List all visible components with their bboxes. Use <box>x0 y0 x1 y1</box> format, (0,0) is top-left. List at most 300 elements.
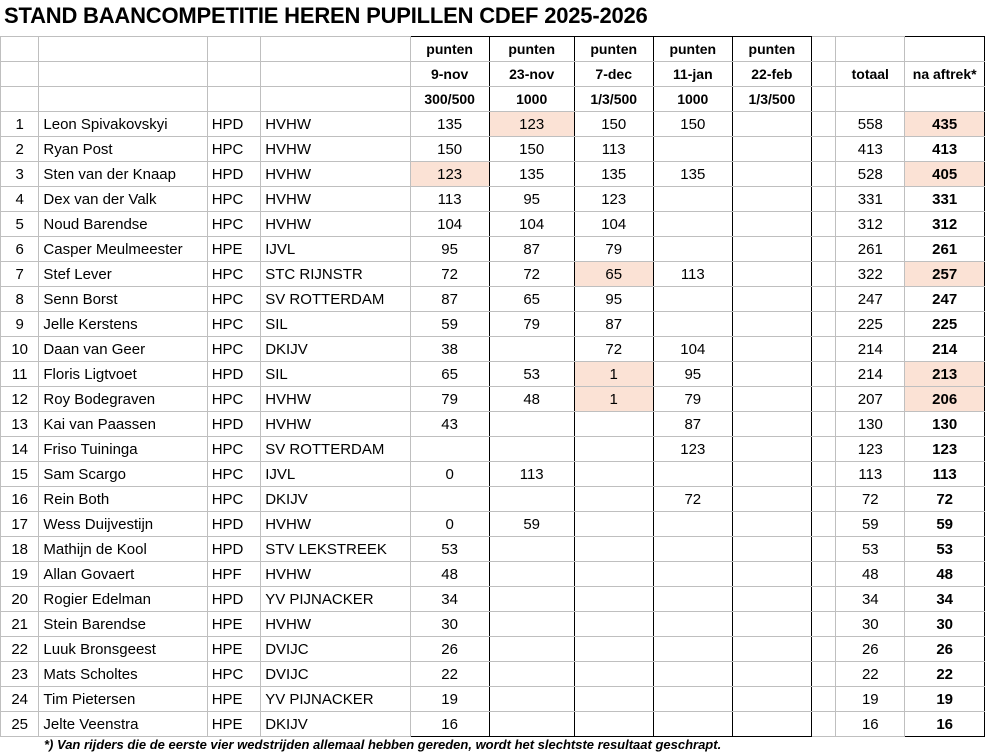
header-na-aftrek[interactable]: na aftrek* <box>905 62 985 87</box>
totaal-cell[interactable]: 22 <box>836 662 905 687</box>
score-cell[interactable] <box>732 137 811 162</box>
score-cell[interactable] <box>653 287 732 312</box>
totaal-cell[interactable]: 130 <box>836 412 905 437</box>
category-cell[interactable]: HPE <box>207 687 261 712</box>
category-cell[interactable]: HPC <box>207 462 261 487</box>
header-event-date[interactable]: 11-jan <box>653 62 732 87</box>
score-cell[interactable] <box>653 137 732 162</box>
na-aftrek-cell[interactable]: 16 <box>905 712 985 737</box>
header-empty-cell[interactable] <box>207 62 261 87</box>
header-empty-cell[interactable] <box>39 62 207 87</box>
score-cell[interactable] <box>653 462 732 487</box>
header-empty-cell[interactable] <box>811 37 835 62</box>
club-cell[interactable]: STC RIJNSTR <box>261 262 410 287</box>
header-empty-cell[interactable] <box>1 62 39 87</box>
na-aftrek-cell[interactable]: 213 <box>905 362 985 387</box>
name-cell[interactable]: Senn Borst <box>39 287 207 312</box>
score-cell[interactable] <box>732 662 811 687</box>
header-event-type[interactable]: 1000 <box>489 87 574 112</box>
score-cell[interactable] <box>489 612 574 637</box>
score-cell[interactable]: 48 <box>489 387 574 412</box>
category-cell[interactable]: HPE <box>207 612 261 637</box>
spacer-cell[interactable] <box>811 562 835 587</box>
score-cell[interactable] <box>574 462 653 487</box>
score-cell[interactable] <box>653 312 732 337</box>
header-empty-cell[interactable] <box>1 37 39 62</box>
score-cell[interactable] <box>653 662 732 687</box>
score-cell[interactable]: 87 <box>653 412 732 437</box>
category-cell[interactable]: HPC <box>207 487 261 512</box>
rank-cell[interactable]: 23 <box>1 662 39 687</box>
totaal-cell[interactable]: 331 <box>836 187 905 212</box>
score-cell[interactable]: 104 <box>489 212 574 237</box>
score-cell[interactable]: 95 <box>410 237 489 262</box>
score-cell[interactable] <box>732 287 811 312</box>
score-cell[interactable] <box>732 612 811 637</box>
spacer-cell[interactable] <box>811 162 835 187</box>
score-cell[interactable] <box>574 537 653 562</box>
totaal-cell[interactable]: 34 <box>836 587 905 612</box>
score-cell[interactable] <box>489 712 574 737</box>
spacer-cell[interactable] <box>811 712 835 737</box>
name-cell[interactable]: Stef Lever <box>39 262 207 287</box>
score-cell[interactable] <box>732 587 811 612</box>
score-cell[interactable]: 0 <box>410 512 489 537</box>
rank-cell[interactable]: 11 <box>1 362 39 387</box>
spacer-cell[interactable] <box>811 237 835 262</box>
spacer-cell[interactable] <box>811 487 835 512</box>
score-cell[interactable]: 22 <box>410 662 489 687</box>
spacer-cell[interactable] <box>811 462 835 487</box>
totaal-cell[interactable]: 30 <box>836 612 905 637</box>
rank-cell[interactable]: 9 <box>1 312 39 337</box>
score-cell[interactable]: 59 <box>410 312 489 337</box>
score-cell[interactable] <box>653 187 732 212</box>
score-cell[interactable] <box>574 562 653 587</box>
totaal-cell[interactable]: 16 <box>836 712 905 737</box>
rank-cell[interactable]: 2 <box>1 137 39 162</box>
header-event-date[interactable]: 23-nov <box>489 62 574 87</box>
name-cell[interactable]: Noud Barendse <box>39 212 207 237</box>
score-cell[interactable] <box>653 637 732 662</box>
score-cell[interactable]: 34 <box>410 587 489 612</box>
spacer-cell[interactable] <box>811 287 835 312</box>
na-aftrek-cell[interactable]: 26 <box>905 637 985 662</box>
club-cell[interactable]: HVHW <box>261 112 410 137</box>
name-cell[interactable]: Roy Bodegraven <box>39 387 207 412</box>
header-empty-cell[interactable] <box>261 62 410 87</box>
score-cell[interactable]: 135 <box>653 162 732 187</box>
score-cell[interactable] <box>489 587 574 612</box>
totaal-cell[interactable]: 59 <box>836 512 905 537</box>
score-cell[interactable]: 123 <box>410 162 489 187</box>
spacer-cell[interactable] <box>811 187 835 212</box>
score-cell[interactable] <box>574 487 653 512</box>
totaal-cell[interactable]: 558 <box>836 112 905 137</box>
na-aftrek-cell[interactable]: 53 <box>905 537 985 562</box>
rank-cell[interactable]: 5 <box>1 212 39 237</box>
rank-cell[interactable]: 16 <box>1 487 39 512</box>
totaal-cell[interactable]: 413 <box>836 137 905 162</box>
score-cell[interactable]: 19 <box>410 687 489 712</box>
score-cell[interactable]: 79 <box>574 237 653 262</box>
spacer-cell[interactable] <box>811 387 835 412</box>
header-event-date[interactable]: 7-dec <box>574 62 653 87</box>
name-cell[interactable]: Dex van der Valk <box>39 187 207 212</box>
rank-cell[interactable]: 21 <box>1 612 39 637</box>
spacer-cell[interactable] <box>811 362 835 387</box>
score-cell[interactable]: 79 <box>653 387 732 412</box>
club-cell[interactable]: HVHW <box>261 562 410 587</box>
na-aftrek-cell[interactable]: 261 <box>905 237 985 262</box>
score-cell[interactable] <box>732 637 811 662</box>
totaal-cell[interactable]: 214 <box>836 337 905 362</box>
name-cell[interactable]: Daan van Geer <box>39 337 207 362</box>
score-cell[interactable]: 72 <box>574 337 653 362</box>
name-cell[interactable]: Tim Pietersen <box>39 687 207 712</box>
category-cell[interactable]: HPC <box>207 437 261 462</box>
club-cell[interactable]: SV ROTTERDAM <box>261 287 410 312</box>
name-cell[interactable]: Jelte Veenstra <box>39 712 207 737</box>
score-cell[interactable] <box>574 412 653 437</box>
score-cell[interactable] <box>732 412 811 437</box>
name-cell[interactable]: Casper Meulmeester <box>39 237 207 262</box>
score-cell[interactable]: 0 <box>410 462 489 487</box>
score-cell[interactable]: 79 <box>489 312 574 337</box>
name-cell[interactable]: Luuk Bronsgeest <box>39 637 207 662</box>
score-cell[interactable]: 1 <box>574 387 653 412</box>
spacer-cell[interactable] <box>811 537 835 562</box>
header-event-type[interactable]: 1/3/500 <box>574 87 653 112</box>
score-cell[interactable] <box>653 537 732 562</box>
category-cell[interactable]: HPE <box>207 712 261 737</box>
score-cell[interactable]: 48 <box>410 562 489 587</box>
spacer-cell[interactable] <box>811 687 835 712</box>
score-cell[interactable] <box>732 562 811 587</box>
header-event-date[interactable]: 22-feb <box>732 62 811 87</box>
category-cell[interactable]: HPC <box>207 287 261 312</box>
score-cell[interactable] <box>489 487 574 512</box>
totaal-cell[interactable]: 113 <box>836 462 905 487</box>
na-aftrek-cell[interactable]: 130 <box>905 412 985 437</box>
header-event-type[interactable]: 1/3/500 <box>732 87 811 112</box>
spacer-cell[interactable] <box>811 612 835 637</box>
score-cell[interactable] <box>732 312 811 337</box>
rank-cell[interactable]: 25 <box>1 712 39 737</box>
rank-cell[interactable]: 3 <box>1 162 39 187</box>
score-cell[interactable] <box>489 537 574 562</box>
spacer-cell[interactable] <box>811 412 835 437</box>
header-empty-cell[interactable] <box>1 87 39 112</box>
name-cell[interactable]: Jelle Kerstens <box>39 312 207 337</box>
score-cell[interactable] <box>574 612 653 637</box>
score-cell[interactable]: 135 <box>574 162 653 187</box>
club-cell[interactable]: DVIJC <box>261 662 410 687</box>
score-cell[interactable]: 104 <box>653 337 732 362</box>
na-aftrek-cell[interactable]: 206 <box>905 387 985 412</box>
header-empty-cell[interactable] <box>39 87 207 112</box>
totaal-cell[interactable]: 207 <box>836 387 905 412</box>
score-cell[interactable] <box>574 662 653 687</box>
score-cell[interactable] <box>653 712 732 737</box>
rank-cell[interactable]: 19 <box>1 562 39 587</box>
club-cell[interactable]: HVHW <box>261 187 410 212</box>
score-cell[interactable] <box>732 537 811 562</box>
name-cell[interactable]: Leon Spivakovskyi <box>39 112 207 137</box>
spacer-cell[interactable] <box>811 587 835 612</box>
score-cell[interactable]: 53 <box>410 537 489 562</box>
totaal-cell[interactable]: 72 <box>836 487 905 512</box>
category-cell[interactable]: HPC <box>207 387 261 412</box>
na-aftrek-cell[interactable]: 312 <box>905 212 985 237</box>
score-cell[interactable] <box>732 237 811 262</box>
rank-cell[interactable]: 18 <box>1 537 39 562</box>
score-cell[interactable]: 123 <box>574 187 653 212</box>
score-cell[interactable] <box>653 587 732 612</box>
na-aftrek-cell[interactable]: 22 <box>905 662 985 687</box>
na-aftrek-cell[interactable]: 48 <box>905 562 985 587</box>
score-cell[interactable] <box>732 487 811 512</box>
score-cell[interactable] <box>574 712 653 737</box>
category-cell[interactable]: HPD <box>207 162 261 187</box>
score-cell[interactable]: 65 <box>574 262 653 287</box>
totaal-cell[interactable]: 247 <box>836 287 905 312</box>
spacer-cell[interactable] <box>811 437 835 462</box>
score-cell[interactable]: 72 <box>653 487 732 512</box>
header-event-type[interactable]: 1000 <box>653 87 732 112</box>
club-cell[interactable]: HVHW <box>261 212 410 237</box>
totaal-cell[interactable]: 322 <box>836 262 905 287</box>
score-cell[interactable] <box>732 212 811 237</box>
score-cell[interactable] <box>732 712 811 737</box>
score-cell[interactable]: 113 <box>653 262 732 287</box>
category-cell[interactable]: HPD <box>207 587 261 612</box>
na-aftrek-cell[interactable]: 19 <box>905 687 985 712</box>
category-cell[interactable]: HPF <box>207 562 261 587</box>
score-cell[interactable]: 59 <box>489 512 574 537</box>
totaal-cell[interactable]: 53 <box>836 537 905 562</box>
name-cell[interactable]: Mathijn de Kool <box>39 537 207 562</box>
name-cell[interactable]: Kai van Paassen <box>39 412 207 437</box>
score-cell[interactable] <box>574 512 653 537</box>
score-cell[interactable] <box>489 412 574 437</box>
category-cell[interactable]: HPE <box>207 637 261 662</box>
club-cell[interactable]: HVHW <box>261 612 410 637</box>
club-cell[interactable]: DKIJV <box>261 712 410 737</box>
header-empty-cell[interactable] <box>207 37 261 62</box>
rank-cell[interactable]: 17 <box>1 512 39 537</box>
score-cell[interactable]: 150 <box>489 137 574 162</box>
score-cell[interactable] <box>732 512 811 537</box>
club-cell[interactable]: IJVL <box>261 237 410 262</box>
score-cell[interactable] <box>410 437 489 462</box>
score-cell[interactable]: 150 <box>653 112 732 137</box>
na-aftrek-cell[interactable]: 72 <box>905 487 985 512</box>
score-cell[interactable]: 104 <box>574 212 653 237</box>
name-cell[interactable]: Allan Govaert <box>39 562 207 587</box>
header-event-punten[interactable]: punten <box>732 37 811 62</box>
club-cell[interactable]: YV PIJNACKER <box>261 687 410 712</box>
score-cell[interactable]: 104 <box>410 212 489 237</box>
totaal-cell[interactable]: 48 <box>836 562 905 587</box>
category-cell[interactable]: HPC <box>207 212 261 237</box>
spacer-cell[interactable] <box>811 637 835 662</box>
category-cell[interactable]: HPC <box>207 662 261 687</box>
name-cell[interactable]: Stein Barendse <box>39 612 207 637</box>
score-cell[interactable]: 87 <box>574 312 653 337</box>
score-cell[interactable]: 123 <box>653 437 732 462</box>
spacer-cell[interactable] <box>811 262 835 287</box>
category-cell[interactable]: HPD <box>207 512 261 537</box>
header-empty-cell[interactable] <box>811 87 835 112</box>
score-cell[interactable]: 72 <box>410 262 489 287</box>
score-cell[interactable] <box>732 387 811 412</box>
totaal-cell[interactable]: 528 <box>836 162 905 187</box>
header-event-punten[interactable]: punten <box>653 37 732 62</box>
score-cell[interactable]: 95 <box>489 187 574 212</box>
score-cell[interactable]: 26 <box>410 637 489 662</box>
club-cell[interactable]: IJVL <box>261 462 410 487</box>
name-cell[interactable]: Rein Both <box>39 487 207 512</box>
name-cell[interactable]: Mats Scholtes <box>39 662 207 687</box>
score-cell[interactable]: 16 <box>410 712 489 737</box>
totaal-cell[interactable]: 261 <box>836 237 905 262</box>
score-cell[interactable] <box>732 262 811 287</box>
totaal-cell[interactable]: 214 <box>836 362 905 387</box>
club-cell[interactable]: SIL <box>261 312 410 337</box>
score-cell[interactable]: 150 <box>410 137 489 162</box>
rank-cell[interactable]: 8 <box>1 287 39 312</box>
header-empty-cell[interactable] <box>39 37 207 62</box>
score-cell[interactable] <box>489 662 574 687</box>
club-cell[interactable]: HVHW <box>261 137 410 162</box>
score-cell[interactable] <box>410 487 489 512</box>
category-cell[interactable]: HPC <box>207 137 261 162</box>
score-cell[interactable] <box>732 337 811 362</box>
score-cell[interactable]: 135 <box>489 162 574 187</box>
score-cell[interactable]: 95 <box>653 362 732 387</box>
score-cell[interactable]: 150 <box>574 112 653 137</box>
score-cell[interactable] <box>489 687 574 712</box>
score-cell[interactable] <box>653 687 732 712</box>
score-cell[interactable]: 113 <box>489 462 574 487</box>
spacer-cell[interactable] <box>811 312 835 337</box>
score-cell[interactable] <box>489 337 574 362</box>
club-cell[interactable]: DKIJV <box>261 337 410 362</box>
score-cell[interactable] <box>489 637 574 662</box>
score-cell[interactable]: 43 <box>410 412 489 437</box>
name-cell[interactable]: Sam Scargo <box>39 462 207 487</box>
na-aftrek-cell[interactable]: 30 <box>905 612 985 637</box>
name-cell[interactable]: Sten van der Knaap <box>39 162 207 187</box>
score-cell[interactable]: 87 <box>489 237 574 262</box>
header-event-punten[interactable]: punten <box>489 37 574 62</box>
score-cell[interactable]: 65 <box>410 362 489 387</box>
header-empty-cell[interactable] <box>261 87 410 112</box>
totaal-cell[interactable]: 19 <box>836 687 905 712</box>
totaal-cell[interactable]: 123 <box>836 437 905 462</box>
na-aftrek-cell[interactable]: 214 <box>905 337 985 362</box>
score-cell[interactable] <box>732 687 811 712</box>
category-cell[interactable]: HPC <box>207 187 261 212</box>
score-cell[interactable]: 123 <box>489 112 574 137</box>
club-cell[interactable]: STV LEKSTREEK <box>261 537 410 562</box>
category-cell[interactable]: HPE <box>207 237 261 262</box>
score-cell[interactable]: 30 <box>410 612 489 637</box>
rank-cell[interactable]: 6 <box>1 237 39 262</box>
score-cell[interactable]: 135 <box>410 112 489 137</box>
club-cell[interactable]: SIL <box>261 362 410 387</box>
name-cell[interactable]: Floris Ligtvoet <box>39 362 207 387</box>
totaal-cell[interactable]: 225 <box>836 312 905 337</box>
score-cell[interactable]: 38 <box>410 337 489 362</box>
club-cell[interactable]: DVIJC <box>261 637 410 662</box>
rank-cell[interactable]: 15 <box>1 462 39 487</box>
score-cell[interactable]: 113 <box>574 137 653 162</box>
header-totaal[interactable] <box>836 87 905 112</box>
score-cell[interactable] <box>653 237 732 262</box>
rank-cell[interactable]: 4 <box>1 187 39 212</box>
spacer-cell[interactable] <box>811 337 835 362</box>
score-cell[interactable] <box>653 212 732 237</box>
name-cell[interactable]: Rogier Edelman <box>39 587 207 612</box>
rank-cell[interactable]: 20 <box>1 587 39 612</box>
header-totaal[interactable] <box>836 37 905 62</box>
header-event-punten[interactable]: punten <box>410 37 489 62</box>
na-aftrek-cell[interactable]: 247 <box>905 287 985 312</box>
rank-cell[interactable]: 14 <box>1 437 39 462</box>
spacer-cell[interactable] <box>811 212 835 237</box>
totaal-cell[interactable]: 26 <box>836 637 905 662</box>
na-aftrek-cell[interactable]: 34 <box>905 587 985 612</box>
score-cell[interactable]: 79 <box>410 387 489 412</box>
score-cell[interactable] <box>574 687 653 712</box>
score-cell[interactable]: 113 <box>410 187 489 212</box>
score-cell[interactable] <box>732 112 811 137</box>
club-cell[interactable]: HVHW <box>261 412 410 437</box>
category-cell[interactable]: HPC <box>207 312 261 337</box>
category-cell[interactable]: HPD <box>207 537 261 562</box>
rank-cell[interactable]: 1 <box>1 112 39 137</box>
header-na-aftrek[interactable] <box>905 37 985 62</box>
header-event-type[interactable]: 300/500 <box>410 87 489 112</box>
header-totaal[interactable]: totaal <box>836 62 905 87</box>
category-cell[interactable]: HPD <box>207 412 261 437</box>
na-aftrek-cell[interactable]: 59 <box>905 512 985 537</box>
score-cell[interactable]: 95 <box>574 287 653 312</box>
score-cell[interactable] <box>732 362 811 387</box>
category-cell[interactable]: HPD <box>207 362 261 387</box>
na-aftrek-cell[interactable]: 405 <box>905 162 985 187</box>
score-cell[interactable]: 87 <box>410 287 489 312</box>
rank-cell[interactable]: 24 <box>1 687 39 712</box>
club-cell[interactable]: HVHW <box>261 162 410 187</box>
category-cell[interactable]: HPD <box>207 112 261 137</box>
rank-cell[interactable]: 12 <box>1 387 39 412</box>
name-cell[interactable]: Wess Duijvestijn <box>39 512 207 537</box>
rank-cell[interactable]: 13 <box>1 412 39 437</box>
score-cell[interactable] <box>653 612 732 637</box>
spacer-cell[interactable] <box>811 137 835 162</box>
score-cell[interactable]: 1 <box>574 362 653 387</box>
score-cell[interactable] <box>489 562 574 587</box>
header-empty-cell[interactable] <box>811 62 835 87</box>
club-cell[interactable]: SV ROTTERDAM <box>261 437 410 462</box>
score-cell[interactable] <box>732 462 811 487</box>
spacer-cell[interactable] <box>811 662 835 687</box>
na-aftrek-cell[interactable]: 113 <box>905 462 985 487</box>
category-cell[interactable]: HPC <box>207 337 261 362</box>
